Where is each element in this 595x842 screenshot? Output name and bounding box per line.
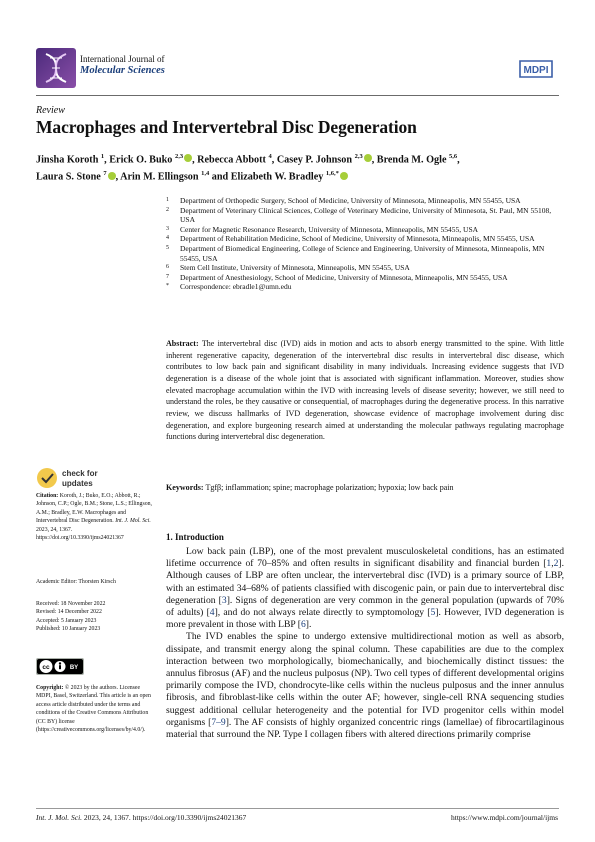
- affiliation-text: Department of Orthopedic Surgery, School of Medicine, University of Minnesota, Minneapolis, MN 55455, USA: [180, 196, 521, 205]
- copyright-label: Copyright:: [36, 685, 64, 691]
- footer-divider: [36, 808, 559, 809]
- author-affiliation-marks: 4: [268, 153, 272, 160]
- citation-block: [36, 492, 156, 542]
- author-affiliation-marks: 5,6: [449, 153, 458, 160]
- orcid-icon[interactable]: [184, 154, 192, 162]
- footer-ref[interactable]: 2023, 24, 1367. https://doi.org/10.3390/ijms24021367: [83, 813, 247, 822]
- author-name: Arin M. Ellingson: [120, 171, 199, 183]
- article-title: Macrophages and Intervertebral Disc Degeneration: [36, 117, 417, 137]
- section-heading-introduction: 1. Introduction: [166, 532, 224, 542]
- affiliation-mark: 2: [166, 206, 169, 213]
- paragraph: The IVD enables the spine to undergo extensive multidirectional motion as well as absorb, dissipate, and transmit energy along the spinal column. These capabilities are due to the complex interaction between two morphologically, biomechanically, and biochemically distinct tissues: the annulus fibrosus (AF) and the nucleus pulposus (NP). Two cell types of different developmental origins primarily compose the IVD, chondrocyte-like cells within the nucleus pulposus and the inner annulus fibrosis, and fibroblast-like cells within the outer AF; however, single-cell RNA sequencing studies suggest additional cellular heterogeneity and the potential for IVD progenitor cells within model organisms [7–9]. The AF consists of highly organized concentric rings (lamellae) of fibrocartilaginous material that surround the NP. Type I collagen fibers with altered directions primarily comprise: [166, 631, 564, 741]
- introduction-body: [166, 546, 564, 741]
- footer-citation: [36, 813, 246, 822]
- affiliation-text: Correspondence: ebradle1@umn.edu: [180, 282, 292, 292]
- date-item: Received: 18 November 2022: [36, 601, 106, 607]
- author-name: Laura S. Stone: [36, 171, 101, 183]
- abstract-text: The intervertebral disc (IVD) aids in motion and acts to absorb energy transmitted to the spine. With little inherent regenerative capacity, degeneration of the intervertebral disc results in intervertebral disc disease, which contributes to low back pain and significant disability in many individuals. Increasing evidence suggests that IVD degeneration is a disease of the whole joint that is associated with significant inflammation. Moreover, studies show elevated macrophage accumulation within the IVD with increasing levels of disease severity; however, we still need to understand the roles, be they causative or consequential, of macrophages during the degenerative process. In this narrative review, we discuss hallmarks of IVD degeneration, showcase evidence of macrophage involvement during disc degeneration, and explore burgeoning research aimed at understanding the molecular pathways regulating macrophage functions during intervertebral disc degeneration.: [166, 339, 564, 442]
- author-name: Erick O. Buko: [109, 154, 173, 166]
- journal-name-line2: Molecular Sciences: [80, 65, 165, 76]
- publication-dates: [36, 600, 156, 634]
- affiliation-list: [166, 196, 566, 292]
- abstract: [166, 338, 564, 443]
- footer-journal: Int. J. Mol. Sci.: [36, 813, 83, 822]
- citation-ref[interactable]: 2023, 24, 1367. https://doi.org/10.3390/ijms24021367: [36, 526, 124, 542]
- paragraph: Low back pain (LBP), one of the most prevalent musculoskeletal conditions, has an estimated lifetime occurrence of 70–85% and often results in significant disability and financial burden [1,2]. Although causes of LBP are often unclear, the intervertebral disc (IVD) is a primary source of LBP, with an estimated 34–68% of patients classified with discogenic pain, or pain due to intervertebral disc degeneration [3]. Signs of degeneration are very common in the general population (upwards of 70% of adults) [4], and do not always relate directly to symptomology [5]. However, IVD degeneration is more prevalent in those with LBP [6].: [166, 546, 564, 631]
- affiliation-mark: *: [166, 283, 169, 290]
- author-line-2: Laura S. Stone $^7$ , Arin M. Ellingson $^{1,4}$ and Elizabeth W. Bradley $^{1,6,*}$: [36, 167, 566, 184]
- citation-link[interactable]: 7–9: [211, 716, 226, 728]
- keywords-label: Keywords:: [166, 483, 204, 492]
- keywords-text: Tgfβ; inflammation; spine; macrophage polarization; hypoxia; low back pain: [205, 483, 454, 492]
- affiliation-item: [166, 273, 566, 283]
- citation-link[interactable]: 6: [301, 619, 306, 631]
- affiliation-text: Department of Rehabilitation Medicine, School of Medicine, University of Minnesota, Minneapolis, MN 55455, USA: [180, 234, 535, 244]
- orcid-icon[interactable]: [364, 154, 372, 162]
- author-affiliation-marks: 1,4: [201, 170, 210, 178]
- citation-link[interactable]: 5: [430, 607, 436, 619]
- affiliation-item: [166, 196, 566, 206]
- citation-link[interactable]: 1: [546, 558, 552, 570]
- citation-link[interactable]: 3: [221, 594, 227, 606]
- affiliation-item: [166, 282, 566, 292]
- svg-text:BY: BY: [69, 665, 79, 671]
- affiliation-text: Department of Anesthesiology, School of Medicine, University of Minnesota, Minneapolis, MN 55455, USA: [180, 272, 508, 282]
- svg-text:MDPI: MDPI: [523, 65, 549, 76]
- citation-label: Citation:: [36, 493, 59, 499]
- footer-url[interactable]: https://www.mdpi.com/journal/ijms: [450, 813, 558, 822]
- citation-link[interactable]: 2: [553, 558, 559, 570]
- author-list: [36, 150, 566, 185]
- date-item: Accepted: 5 January 2023: [36, 617, 97, 624]
- citation-text: Koroth, J.; Buko, E.O.; Abbott, R.; Johnson, C.P.; Ogle, B.M.; Stone, L.S.; Ellingson, A.M.; Bradley, E.W. Macrophages and Intervertebral Disc Degeneration.: [36, 493, 152, 525]
- article-type: Review: [36, 105, 65, 116]
- affiliation-item: [166, 206, 566, 225]
- author-affiliation-marks: 1: [100, 153, 105, 160]
- academic-editor: Academic Editor: Thorsten Kirsch: [36, 579, 116, 585]
- copyright-block: [36, 684, 156, 734]
- copyright-text: © 2023 by the authors. Licensee MDPI, Basel, Switzerland. This article is an open access article distributed under the terms and conditions of the Creative Commons Attribution (CC BY) license (https://creativecommons.org/licenses/by/4.0/).: [36, 685, 151, 734]
- affiliation-item: [166, 244, 566, 263]
- affiliation-item: [166, 263, 566, 273]
- orcid-icon[interactable]: [340, 172, 348, 180]
- svg-text:updates: updates: [62, 479, 93, 488]
- abstract-label: Abstract:: [166, 339, 199, 348]
- affiliation-mark: 7: [166, 273, 169, 280]
- citation-link[interactable]: 4: [209, 607, 215, 619]
- affiliation-text: Department of Veterinary Clinical Sciences, College of Veterinary Medicine, University of Minnesota, St. Paul, MN 55108, USA: [180, 205, 552, 225]
- citation-journal: Int. J. Mol. Sci.: [115, 518, 151, 525]
- journal-dna-logo-icon: [36, 48, 76, 88]
- svg-text:cc: cc: [42, 664, 50, 671]
- affiliation-item: [166, 225, 566, 235]
- author-affiliation-marks: 7: [103, 170, 107, 178]
- affiliation-mark: 3: [166, 225, 169, 232]
- author-name: Rebecca Abbott: [197, 154, 266, 166]
- author-name: Jinsha Koroth: [36, 154, 99, 166]
- mdpi-logo-icon: [516, 57, 556, 81]
- orcid-icon[interactable]: [108, 172, 116, 180]
- author-name: Brenda M. Ogle: [376, 154, 447, 166]
- affiliation-mark: 1: [166, 197, 169, 203]
- affiliation-mark: 6: [166, 264, 169, 271]
- keywords: [166, 482, 564, 493]
- affiliation-mark: 4: [166, 235, 169, 242]
- affiliation-text: Department of Biomedical Engineering, College of Science and Engineering, University of Minnesota, Minneapolis, MN 55455, USA: [180, 243, 545, 263]
- author-affiliation-marks: 2,3: [354, 153, 363, 160]
- date-item: Revised: 14 December 2022: [36, 609, 102, 616]
- author-affiliation-marks: 1,6,*: [325, 170, 339, 178]
- svg-text:check for: check for: [62, 469, 98, 478]
- journal-name-line1: International Journal of: [80, 54, 165, 64]
- affiliation-item: [166, 234, 566, 244]
- author-name: Elizabeth W. Bradley: [230, 171, 324, 183]
- affiliation-text: Stem Cell Institute, University of Minnesota, Minneapolis, MN 55455, USA: [180, 263, 410, 273]
- date-item: Published: 10 January 2023: [36, 626, 101, 633]
- check-for-updates-badge[interactable]: [36, 466, 146, 490]
- affiliation-mark: 5: [166, 244, 169, 251]
- author-line-1: Jinsha Koroth $^1$, Erick O. Buko $^{2,3}$ , Rebecca Abbott $^4$, Casey P. Johnson $^{2,3}$ , Brenda M. Ogle $^{5,6}$,: [36, 153, 460, 166]
- author-affiliation-marks: 2,3: [174, 153, 184, 160]
- header-divider: [36, 95, 559, 96]
- author-name: Casey P. Johnson: [276, 154, 353, 166]
- cc-by-license-icon[interactable]: [36, 658, 84, 675]
- affiliation-text: Center for Magnetic Resonance Research, University of Minnesota, Minneapolis, MN 55455, USA: [180, 224, 479, 234]
